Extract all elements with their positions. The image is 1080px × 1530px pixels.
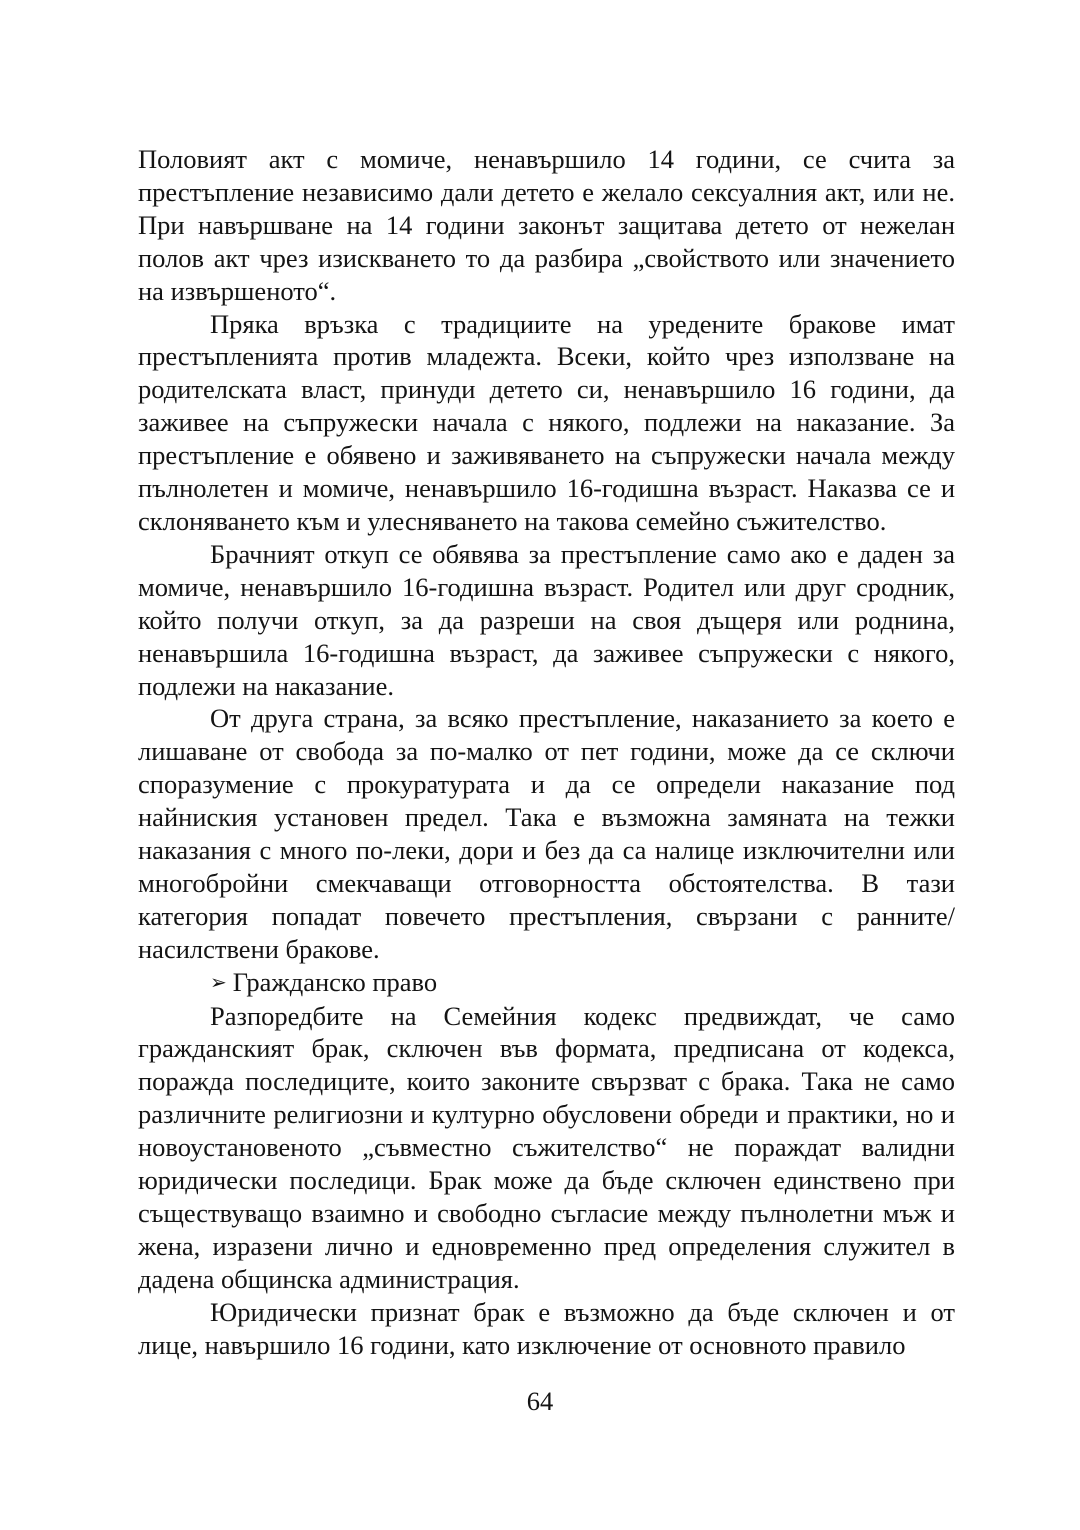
section-heading [138, 966, 955, 1000]
paragraph: Пряка връзка с традициите на уредените бракове имат престъпленията против младежта. Всеки, който чрез използване на родителската власт, принуди детето си, ненавършило 16 години, да заживее на съпружески начала с някого, подлежи на наказание. За престъпление е обявено и заживяването на съпружески начала между пълнолетен и момиче, ненавършило 16-годишна възраст. Наказва се и склоняването към и улесняването на такова семейно съжителство. [138, 308, 955, 536]
body-text [138, 143, 955, 1362]
arrow-bullet-icon: ➢ [210, 971, 227, 994]
paragraph: От друга страна, за всяко престъпление, наказанието за което е лишаване от свобода за по-малко от пет години, може да се сключи споразумение с прокуратурата и да се определи наказание под найниския установен предел. Така е възможна замяната на тежки наказания с много по-леки, дори и без да са налице изключителни или многобройни смекчаващи отговорността обстоятелства. В тази категория попадат повечето престъпления, свързани с ранните/насилствени бракове. [138, 703, 955, 964]
paragraph: Разпоредбите на Семейния кодекс предвиждат, че само гражданският брак, сключен във формата, предписана от кодекса, поражда последиците, които законите свързват с брака. Така не само различните религиозни и културно обусловени обреди и практики, но и новоустановеното „съвместно съжителство“ не пораждат валидни юридически последици. Брак може да бъде сключен единствено при съществуващо взаимно и свободно съгласие между пълнолетни мъж и жена, изразени лично и едновременно пред определения служител в дадена общинска администрация. [138, 1000, 955, 1294]
paragraph: Половият акт с момиче, ненавършило 14 години, се счита за престъпление независимо дали детето е желало сексуалния акт, или не. При навършване на 14 години законът защитава детето от нежелан полов акт чрез изискването то да разбира „свойството или значението на извършеното“. [138, 144, 955, 306]
paragraph: Юридически признат брак е възможно да бъде сключен и от лице, навършило 16 години, като изключение от основното правило [138, 1296, 955, 1360]
paragraph: Брачният откуп се обявява за престъпление само ако е даден за момиче, ненавършило 16-годишна възраст. Родител или друг сродник, който получи откуп, за да разреши на своя дъщеря или роднина, ненавършила 16-годишна възраст, да заживее съпружески с някого, подлежи на наказание. [138, 538, 955, 701]
page-number: 64 [526, 1386, 554, 1416]
section-heading-label: Гражданско право [232, 966, 438, 997]
